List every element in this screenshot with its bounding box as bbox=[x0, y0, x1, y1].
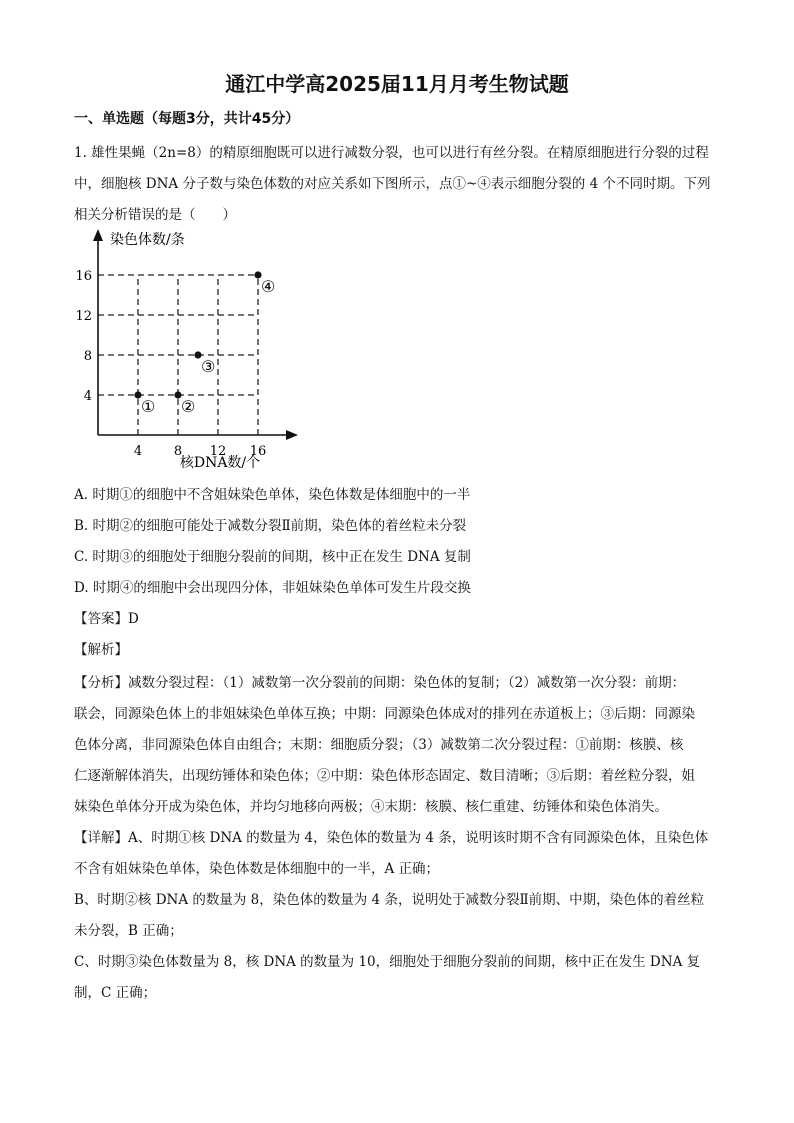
detail-line-1: 【详解】A、时期①核 DNA 的数量为 4，染色体的数量为 4 条，说明该时期不含有同源染色体，且染色体 bbox=[74, 830, 709, 846]
analysis-line-4: 仁逐渐解体消失，出现纺锤体和染色体；②中期：染色体形态固定、数目清晰；③后期：着丝粒分裂，姐 bbox=[74, 768, 695, 784]
detail-line-5: C、时期③染色体数量为 8，核 DNA 的数量为 10，细胞处于细胞分裂前的间期，核中正在发生 DNA 复 bbox=[74, 954, 701, 970]
y-tick-label: 12 bbox=[75, 309, 92, 324]
data-point-label: ② bbox=[181, 397, 196, 416]
dna-chromosome-chart bbox=[60, 225, 340, 475]
option-a: A. 时期①的细胞中不含姐妹染色单体，染色体数是体细胞中的一半 bbox=[74, 487, 471, 503]
answer-label: 【答案】 bbox=[74, 611, 128, 627]
analysis-line-2: 联会，同源染色体上的非姐妹染色单体互换；中期：同源染色体成对的排列在赤道板上；③后期：同源染 bbox=[74, 706, 695, 722]
x-tick-label: 12 bbox=[209, 444, 227, 459]
y-tick-label: 4 bbox=[83, 389, 92, 404]
question-stem-line-1: 1. 雄性果蝇（2n=8）的精原细胞既可以进行减数分裂，也可以进行有丝分裂。在精原细胞进行分裂的过程 bbox=[74, 145, 709, 161]
y-tick-label: 8 bbox=[83, 349, 92, 364]
section-heading: 一、单选题（每题3分，共计45分） bbox=[74, 111, 300, 127]
chart-points bbox=[134, 271, 275, 416]
x-axis-arrow bbox=[286, 430, 298, 440]
data-point-label: ④ bbox=[261, 277, 276, 296]
y-tick-label: 16 bbox=[75, 269, 92, 284]
detail-line-3: B、时期②核 DNA 的数量为 8，染色体的数量为 4 条，说明处于减数分裂Ⅱ前期、中期，染色体的着丝粒 bbox=[74, 892, 705, 908]
y-axis-label: 染色体数/条 bbox=[110, 232, 185, 248]
option-b: B. 时期②的细胞可能处于减数分裂Ⅱ前期，染色体的着丝粒未分裂 bbox=[74, 518, 467, 534]
answer-line bbox=[74, 607, 734, 627]
option-c: C. 时期③的细胞处于细胞分裂前的间期，核中正在发生 DNA 复制 bbox=[74, 549, 471, 565]
data-point-label: ① bbox=[141, 397, 156, 416]
chart-axes bbox=[93, 229, 298, 440]
y-axis-arrow bbox=[93, 229, 103, 241]
x-tick-label: 16 bbox=[249, 444, 267, 459]
data-point-label: ③ bbox=[201, 357, 216, 376]
analysis-line-3: 色体分离，非同源染色体自由组合；末期：细胞质分裂；（3）减数第二次分裂过程：①前期：核膜、核 bbox=[74, 737, 684, 753]
x-tick-label: 8 bbox=[173, 444, 183, 459]
question-stem-line-2: 中，细胞核 DNA 分子数与染色体数的对应关系如下图所示，点①~④表示细胞分裂的 4 个不同时期。下列 bbox=[74, 176, 711, 192]
question-stem-line-3: 相关分析错误的是（ ） bbox=[74, 207, 236, 223]
detail-line-4: 未分裂，B 正确； bbox=[74, 923, 183, 939]
x-tick-label: 4 bbox=[133, 444, 143, 459]
analysis-line-5: 妹染色单体分开成为染色体，并均匀地移向两极；④末期：核膜、核仁重建、纺锤体和染色体消失。 bbox=[74, 799, 668, 815]
option-d: D. 时期④的细胞中会出现四分体，非姐妹染色单体可发生片段交换 bbox=[74, 580, 471, 596]
page-title: 通江中学高2025届11月月考生物试题 bbox=[225, 72, 569, 96]
chart-ticks bbox=[75, 269, 266, 459]
x-axis-label: 核DNA数/个 bbox=[179, 455, 261, 471]
answer-value: D bbox=[128, 611, 139, 627]
chart-grid bbox=[98, 275, 258, 435]
analysis-line-1: 【分析】减数分裂过程：（1）减数第一次分裂前的间期：染色体的复制；（2）减数第一次分裂：前期： bbox=[74, 675, 686, 691]
detail-line-2: 不含有姐妹染色单体，染色体数是体细胞中的一半，A 正确； bbox=[74, 861, 440, 877]
detail-line-6: 制，C 正确； bbox=[74, 985, 157, 1001]
analysis-label: 【解析】 bbox=[74, 642, 128, 658]
